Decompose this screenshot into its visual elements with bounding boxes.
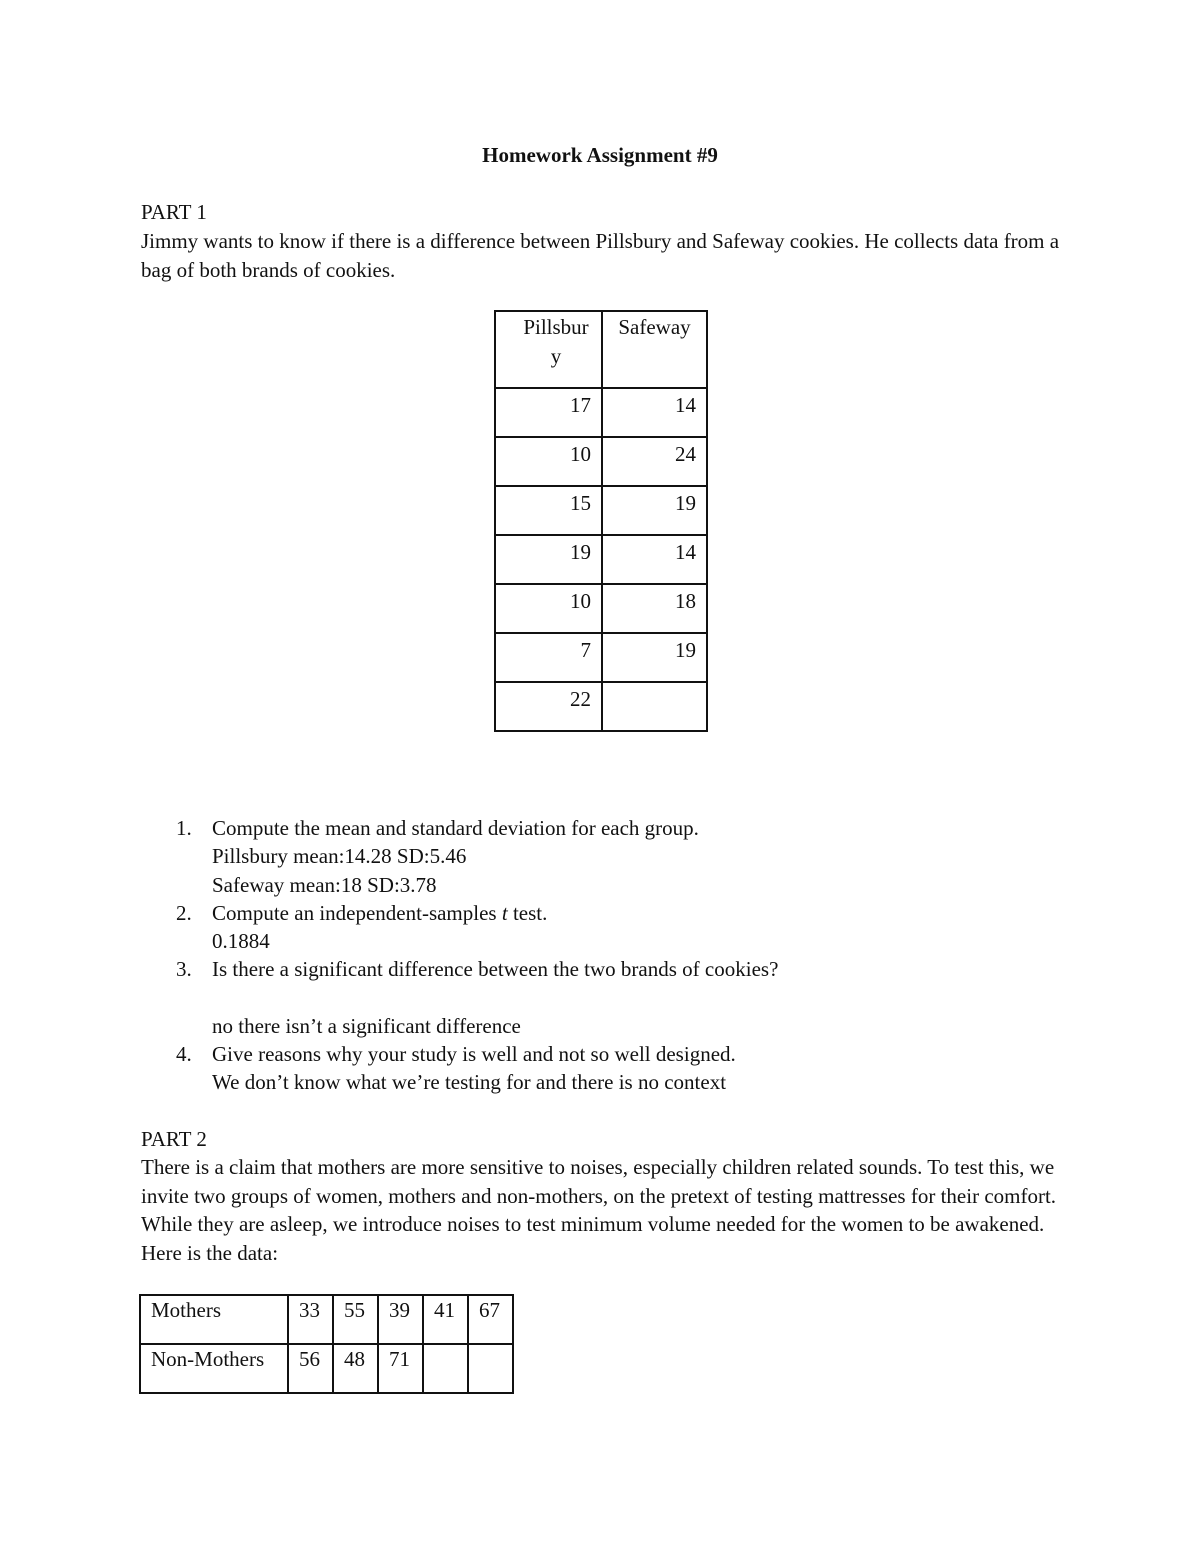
table-row [495,535,707,584]
list-item [141,814,1061,899]
answer-text: no there isn’t a significant difference [212,1013,521,1038]
cell-value: 10 [570,442,591,466]
noise-data-table [139,1294,514,1394]
table-cell [495,584,602,633]
table-cell [495,388,602,437]
answer-text: We don’t know what we’re testing for and there is no context [212,1070,727,1095]
part2-heading: PART 2 [141,1127,207,1151]
row-label-non-mothers: Non-Mothers [140,1344,288,1393]
header-safeway: Safeway [618,315,691,339]
cookie-data-table [494,310,708,732]
table-cell [602,633,707,682]
question-text-italic: t [501,900,508,925]
table-cell: 41 [423,1295,468,1344]
answer-text: Pillsbury mean:14.28 SD:5.46 [212,844,467,869]
table-cell [468,1344,513,1393]
question-number: 3. [176,957,192,982]
cell-value [603,683,706,685]
blank-line [212,984,1061,1012]
question-text: Compute the mean and standard deviation for each group. [212,816,699,840]
cell-value: 10 [570,589,591,613]
table-cell [495,682,602,731]
answer-text: Safeway mean:18 SD:3.78 [212,872,437,897]
table-cell: 56 [288,1344,333,1393]
table-row [495,388,707,437]
table-cell: 55 [333,1295,378,1344]
question-number: 2. [176,900,192,925]
table-cell [423,1344,468,1393]
list-item [141,955,1061,1040]
cell-value: 14 [675,393,696,417]
table-cell [495,535,602,584]
cell-value: 19 [675,638,696,662]
table-row [495,437,707,486]
question-number: 1. [176,816,192,840]
table-cell: 39 [378,1295,423,1344]
table-header-cell [495,311,602,388]
cell-value: 18 [675,589,696,613]
cell-value: 19 [675,491,696,515]
table-cell [602,584,707,633]
table-row [140,1295,513,1344]
header-pillsbury: Pillsbur y [523,315,589,368]
cell-value: 17 [570,393,591,417]
part1-intro: Jimmy wants to know if there is a difference between Pillsbury and Safeway cookies. He collects data from a bag of both brands of cookies. [141,229,1060,282]
cell-value: 7 [580,638,591,662]
table-row [495,682,707,731]
cell-value: 24 [675,442,696,466]
table-header-cell [602,311,707,388]
table-cell [495,437,602,486]
part2-intro: There is a claim that mothers are more sensitive to noises, especially children related sounds. To test this, we invite two groups of women, mothers and non-mothers, on the pretext of testing mattresses for their comfort. While they are asleep, we introduce noises to test minimum volume needed for the women to be awakened. Here is the data: [141,1155,1057,1265]
table-cell [602,486,707,535]
question-text: Is there a significant difference between the two brands of cookies? [212,957,779,982]
table-cell: 33 [288,1295,333,1344]
table-row [140,1344,513,1393]
row-label-mothers: Mothers [140,1295,288,1344]
table-cell: 48 [333,1344,378,1393]
table-row [495,633,707,682]
document-title: Homework Assignment #9 [482,143,718,167]
question-text: Give reasons why your study is well and not so well designed. [212,1042,736,1067]
part1-heading: PART 1 [141,200,207,224]
table-cell: 71 [378,1344,423,1393]
list-item [141,1040,1061,1097]
question-text: Compute an independent-samples [212,900,502,925]
list-item [141,899,1061,956]
table-cell: 67 [468,1295,513,1344]
table-row [495,486,707,535]
table-cell [602,437,707,486]
question-number: 4. [176,1042,192,1067]
cell-value: 15 [570,491,591,515]
table-cell [495,633,602,682]
table-cell [602,388,707,437]
table-cell [495,486,602,535]
table-cell [602,535,707,584]
table-header-row [495,311,707,388]
cell-value: 14 [675,540,696,564]
cell-value: 22 [570,687,591,711]
table-cell [602,682,707,731]
question-list [141,814,1061,1097]
table-row [495,584,707,633]
cell-value: 19 [570,540,591,564]
question-text: test. [507,900,548,925]
answer-text: 0.1884 [212,929,270,954]
